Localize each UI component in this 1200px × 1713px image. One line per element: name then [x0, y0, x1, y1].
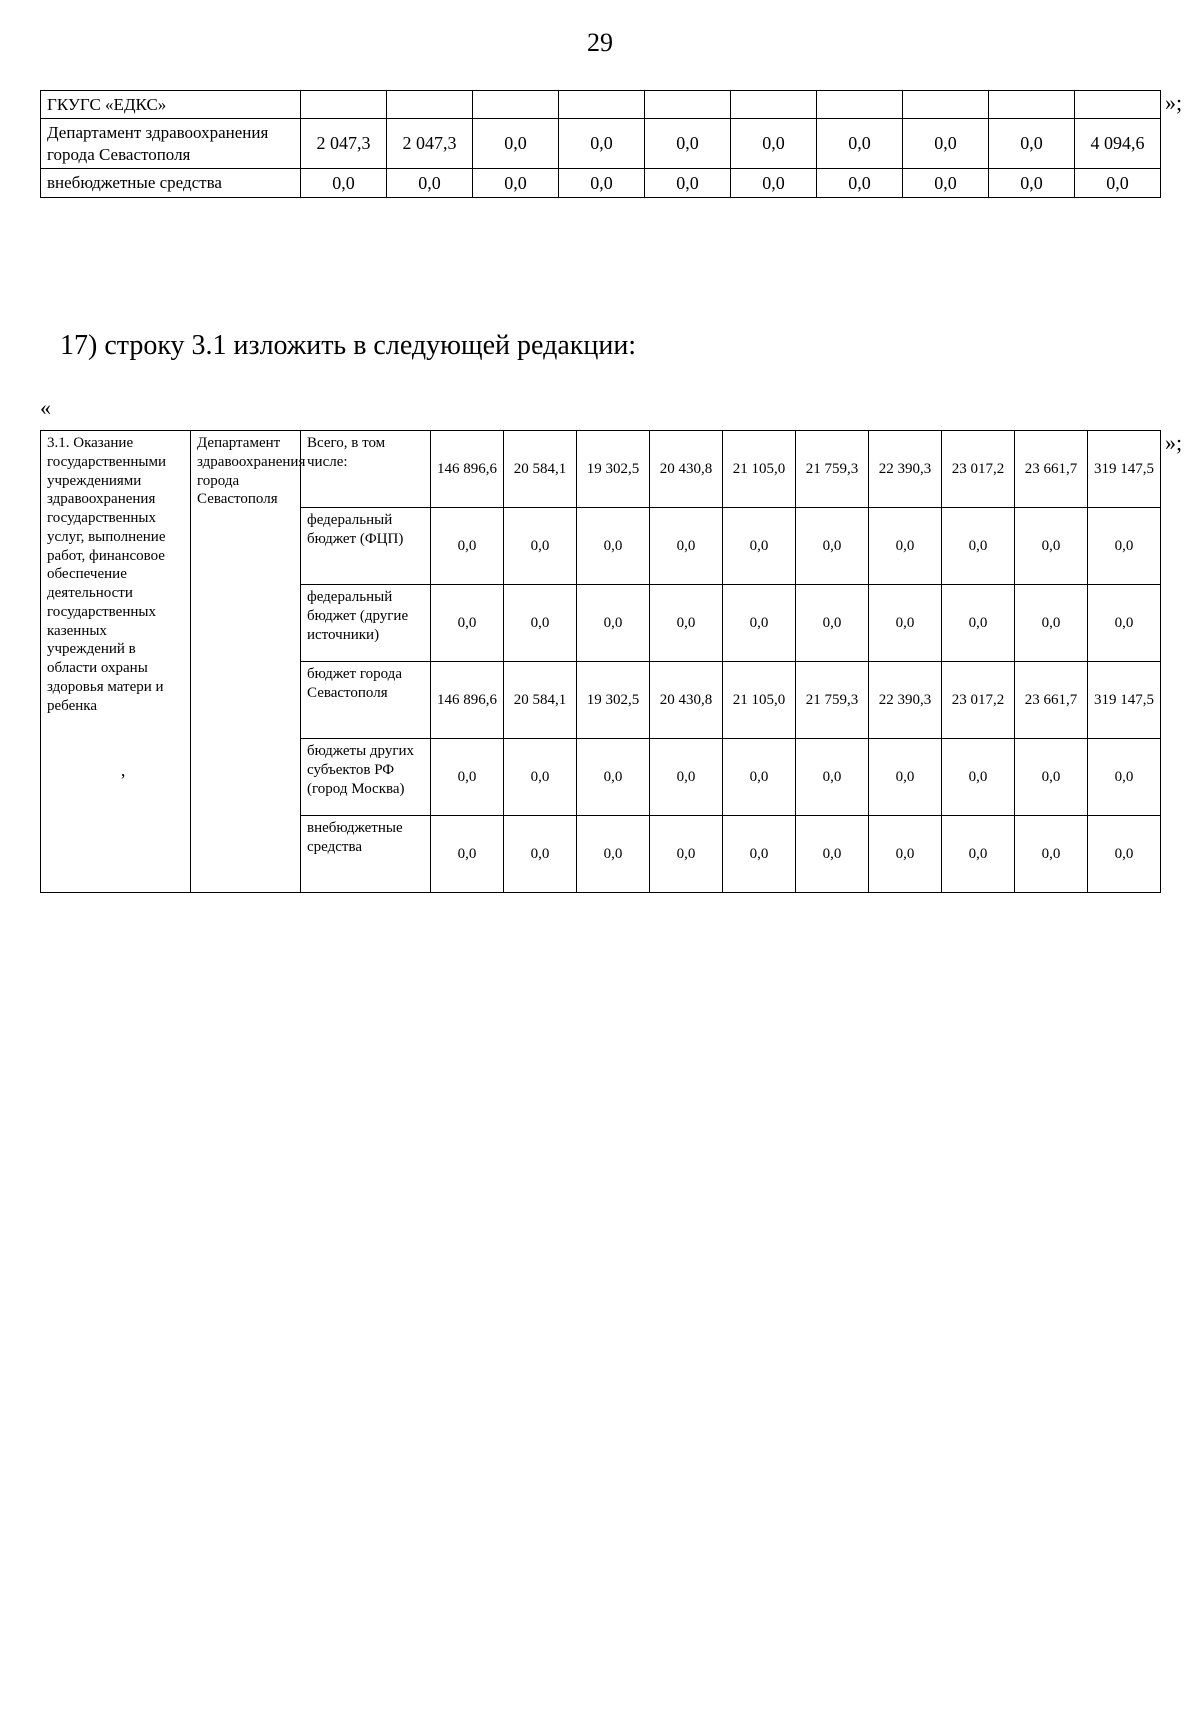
value-cell: 0,0 [387, 168, 473, 198]
table-row [41, 168, 1161, 198]
value-cell: 0,0 [473, 119, 559, 169]
value-cell: 0,0 [301, 168, 387, 198]
value-cell: 0,0 [942, 508, 1015, 585]
value-cell: 0,0 [645, 119, 731, 169]
row-label: ГКУГС «ЕДКС» [41, 91, 301, 119]
value-cell [1075, 91, 1161, 119]
top-table [40, 90, 1161, 198]
value-cell [301, 91, 387, 119]
value-cell [387, 91, 473, 119]
value-cell: 23 017,2 [942, 431, 1015, 508]
value-cell: 0,0 [650, 508, 723, 585]
value-cell [989, 91, 1075, 119]
value-cell: 0,0 [559, 168, 645, 198]
value-cell: 0,0 [650, 816, 723, 893]
value-cell: 0,0 [577, 508, 650, 585]
value-cell: 319 147,5 [1088, 662, 1161, 739]
value-cell: 319 147,5 [1088, 431, 1161, 508]
stray-mark: ’ [120, 770, 126, 790]
value-cell: 21 105,0 [723, 431, 796, 508]
item-title: 3.1. Оказание государственными учреждениями здравоохранения государственных услуг, выполнение работ, финансовое обеспечение деятельности государственных казенных учреждений в области охраны здоровья матери и ребенка [41, 431, 191, 893]
row-label: внебюджетные средства [41, 168, 301, 198]
table-row [41, 91, 1161, 119]
value-cell: 0,0 [869, 816, 942, 893]
value-cell: 21 105,0 [723, 662, 796, 739]
table-row [41, 119, 1161, 169]
value-cell [473, 91, 559, 119]
value-cell: 22 390,3 [869, 431, 942, 508]
value-cell [903, 91, 989, 119]
value-cell: 20 584,1 [504, 431, 577, 508]
value-cell: 0,0 [1015, 739, 1088, 816]
value-cell: 0,0 [1075, 168, 1161, 198]
value-cell: 0,0 [431, 585, 504, 662]
value-cell: 0,0 [817, 119, 903, 169]
value-cell [645, 91, 731, 119]
value-cell: 20 584,1 [504, 662, 577, 739]
row-label: бюджет города Севастополя [301, 662, 431, 739]
value-cell: 0,0 [577, 739, 650, 816]
value-cell: 23 661,7 [1015, 431, 1088, 508]
value-cell: 22 390,3 [869, 662, 942, 739]
value-cell: 21 759,3 [796, 662, 869, 739]
top-table-closing-quote: »; [1165, 90, 1183, 115]
value-cell: 0,0 [1015, 508, 1088, 585]
value-cell: 0,0 [989, 168, 1075, 198]
value-cell: 23 661,7 [1015, 662, 1088, 739]
value-cell: 21 759,3 [796, 431, 869, 508]
value-cell: 0,0 [796, 585, 869, 662]
row-label: Всего, в том числе: [301, 431, 431, 508]
value-cell [817, 91, 903, 119]
value-cell: 0,0 [1015, 585, 1088, 662]
value-cell: 0,0 [942, 585, 1015, 662]
opening-quote: « [40, 395, 51, 420]
value-cell: 2 047,3 [387, 119, 473, 169]
row-label: Департамент здравоохранения города Севастополя [41, 119, 301, 169]
value-cell: 146 896,6 [431, 431, 504, 508]
value-cell: 0,0 [504, 739, 577, 816]
value-cell: 0,0 [869, 508, 942, 585]
value-cell: 0,0 [942, 739, 1015, 816]
page-number: 29 [587, 28, 613, 57]
value-cell: 0,0 [431, 508, 504, 585]
value-cell: 0,0 [577, 585, 650, 662]
value-cell: 0,0 [723, 508, 796, 585]
row-label: федеральный бюджет (ФЦП) [301, 508, 431, 585]
value-cell: 0,0 [796, 816, 869, 893]
value-cell: 0,0 [942, 816, 1015, 893]
value-cell: 146 896,6 [431, 662, 504, 739]
amendment-heading: 17) строку 3.1 изложить в следующей редакции: [60, 330, 637, 361]
value-cell: 2 047,3 [301, 119, 387, 169]
value-cell: 0,0 [903, 119, 989, 169]
value-cell: 0,0 [1088, 739, 1161, 816]
main-table [40, 430, 1161, 893]
value-cell: 0,0 [431, 739, 504, 816]
value-cell: 4 094,6 [1075, 119, 1161, 169]
value-cell: 0,0 [796, 508, 869, 585]
value-cell: 23 017,2 [942, 662, 1015, 739]
value-cell: 0,0 [989, 119, 1075, 169]
value-cell: 20 430,8 [650, 431, 723, 508]
value-cell: 0,0 [504, 816, 577, 893]
value-cell: 0,0 [817, 168, 903, 198]
row-label: бюджеты других субъектов РФ (город Москва) [301, 739, 431, 816]
row-label: федеральный бюджет (другие источники) [301, 585, 431, 662]
table-row [41, 431, 1161, 508]
value-cell: 0,0 [577, 816, 650, 893]
value-cell: 0,0 [869, 739, 942, 816]
value-cell: 0,0 [504, 585, 577, 662]
value-cell: 0,0 [869, 585, 942, 662]
value-cell: 0,0 [650, 739, 723, 816]
main-table-closing-quote: »; [1165, 430, 1183, 455]
value-cell: 0,0 [723, 585, 796, 662]
value-cell: 0,0 [645, 168, 731, 198]
value-cell: 0,0 [1088, 508, 1161, 585]
value-cell: 0,0 [559, 119, 645, 169]
row-label: внебюджетные средства [301, 816, 431, 893]
value-cell [559, 91, 645, 119]
value-cell: 0,0 [1088, 816, 1161, 893]
value-cell: 0,0 [723, 739, 796, 816]
value-cell: 19 302,5 [577, 662, 650, 739]
value-cell: 0,0 [473, 168, 559, 198]
value-cell [731, 91, 817, 119]
value-cell: 0,0 [650, 585, 723, 662]
value-cell: 0,0 [731, 168, 817, 198]
executor: Департамент здравоохранения города Севастополя [191, 431, 301, 893]
value-cell: 0,0 [903, 168, 989, 198]
value-cell: 0,0 [1015, 816, 1088, 893]
value-cell: 20 430,8 [650, 662, 723, 739]
value-cell: 0,0 [731, 119, 817, 169]
value-cell: 0,0 [1088, 585, 1161, 662]
value-cell: 0,0 [504, 508, 577, 585]
value-cell: 0,0 [723, 816, 796, 893]
value-cell: 0,0 [796, 739, 869, 816]
value-cell: 0,0 [431, 816, 504, 893]
value-cell: 19 302,5 [577, 431, 650, 508]
